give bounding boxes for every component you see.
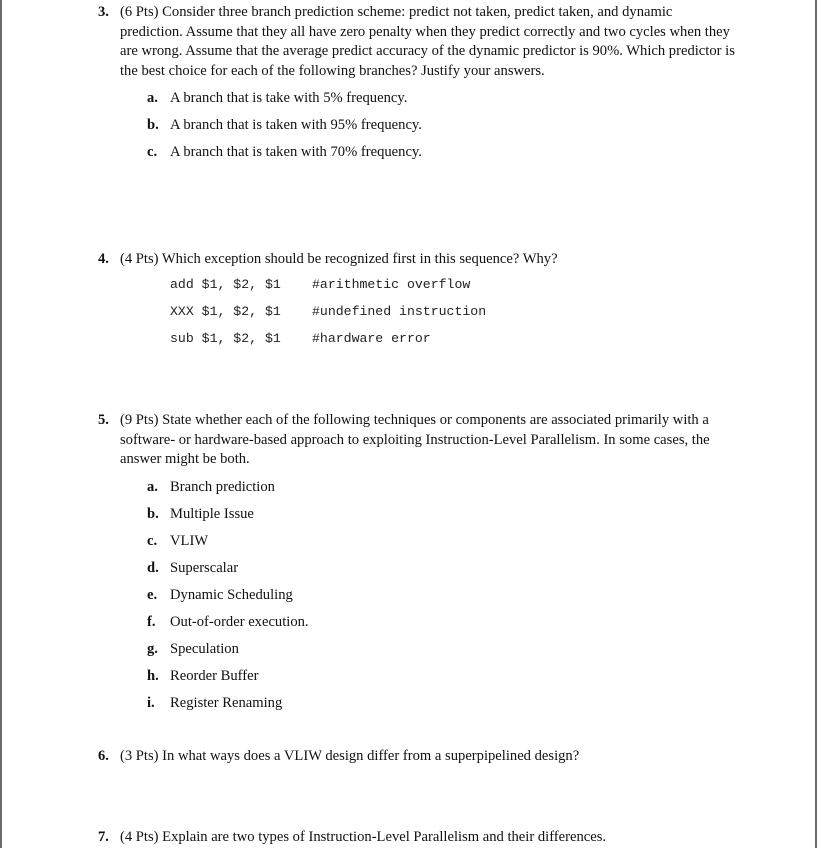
item-text: Out-of-order execution. [170, 614, 309, 630]
question-text: (3 Pts) In what ways does a VLIW design differ from a superpipelined design? [120, 748, 580, 764]
item-text: Register Renaming [170, 695, 283, 711]
question-5 [98, 411, 738, 470]
item-text: VLIW [170, 533, 209, 549]
list-item [147, 143, 422, 161]
list-item [147, 667, 258, 685]
code-line [170, 304, 486, 320]
code-instruction: sub $1, $2, $1 [170, 331, 281, 346]
item-text: A branch that is taken with 70% frequency. [170, 144, 422, 160]
code-comment: #hardware error [312, 331, 431, 346]
question-text: (9 Pts) State whether each of the following techniques or components are associated primarily with a software- or hardware-based approach to exploiting Instruction-Level Parallelism. In some cases, the answer might be both. [120, 412, 710, 468]
question-4 [98, 250, 738, 270]
question-number: 7. [98, 829, 109, 845]
question-number: 3. [98, 4, 109, 20]
list-item [147, 640, 239, 658]
question-3 [98, 3, 738, 81]
item-label: c. [147, 533, 158, 549]
question-6 [98, 747, 738, 767]
item-text: A branch that is take with 5% frequency. [170, 90, 408, 106]
item-text: Multiple Issue [170, 506, 254, 522]
question-7 [98, 828, 738, 848]
item-label: b. [147, 506, 159, 522]
list-item [147, 694, 282, 712]
item-label: f. [147, 614, 156, 630]
item-text: Speculation [170, 641, 239, 657]
code-comment: #undefined instruction [312, 304, 487, 319]
item-label: b. [147, 117, 159, 133]
item-label: d. [147, 560, 159, 576]
question-text: (4 Pts) Explain are two types of Instruction-Level Parallelism and their differences. [120, 829, 607, 845]
item-label: i. [147, 695, 155, 711]
item-text: Dynamic Scheduling [170, 587, 293, 603]
list-item [147, 89, 407, 107]
item-text: Superscalar [170, 560, 239, 576]
question-number: 6. [98, 748, 109, 764]
item-label: g. [147, 641, 158, 657]
list-item [147, 116, 422, 134]
list-item [147, 586, 293, 604]
code-instruction: XXX $1, $2, $1 [170, 304, 281, 319]
list-item [147, 559, 238, 577]
list-item [147, 532, 208, 550]
item-label: h. [147, 668, 159, 684]
item-text: A branch that is taken with 95% frequency. [170, 117, 422, 133]
item-label: e. [147, 587, 158, 603]
list-item [147, 505, 254, 523]
item-text: Reorder Buffer [170, 668, 259, 684]
list-item [147, 613, 309, 631]
item-label: a. [147, 479, 158, 495]
question-text: (4 Pts) Which exception should be recognized first in this sequence? Why? [120, 251, 558, 267]
code-instruction: add $1, $2, $1 [170, 277, 281, 292]
item-text: Branch prediction [170, 479, 275, 495]
item-label: a. [147, 90, 158, 106]
question-text: (6 Pts) Consider three branch prediction scheme: predict not taken, predict taken, and dynamic prediction. Assume that they all have zero penalty when they predict correctly and two cycles when they are wrong. Assume that the average predict accuracy of the dynamic predictor is 90%. Which predictor is the best choice for each of the following branches? Justify your answers. [120, 4, 735, 79]
item-label: c. [147, 144, 158, 160]
code-comment: #arithmetic overflow [312, 277, 471, 292]
question-number: 5. [98, 412, 109, 428]
code-line [170, 277, 470, 293]
code-line [170, 331, 431, 347]
list-item [147, 478, 275, 496]
question-number: 4. [98, 251, 109, 267]
